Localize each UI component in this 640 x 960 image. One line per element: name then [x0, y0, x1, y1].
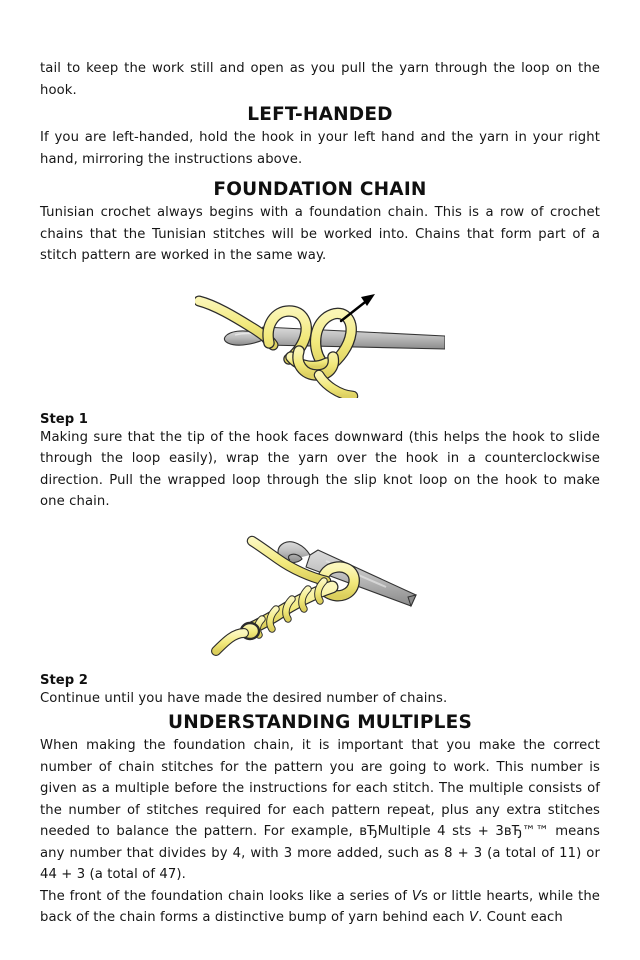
multiples-quoted-text: Multiple 4 sts + 3 [377, 824, 504, 839]
step-2-label: Step 2 [40, 672, 88, 688]
heading-understanding-multiples: UNDERSTANDING MULTIPLES [168, 712, 472, 733]
figure-slip-knot-illustration [195, 283, 445, 398]
italic-v-1: V [411, 888, 422, 904]
italic-v-2: V [468, 910, 479, 925]
step-1-text: Making sure that the tip of the hook faces downward (this helps the hook to slide through the loop easily), wrap the yarn over the hook in a counterclockwise direction. Pull the wrapped loop through the slip knot loop on the hook to make one chain. [40, 429, 600, 509]
yarn-foundation-chain [254, 581, 332, 635]
spacer [40, 398, 600, 412]
chain-text-part1: The front of the foundation chain looks like a series of [40, 888, 412, 904]
mojibake-trademark: ™ [535, 824, 549, 839]
chain-text-part2: s or little hearts, while the back of the chain forms a distinctive bump of yarn behind each [40, 888, 600, 925]
spacer [40, 170, 600, 176]
yarn-tail-lower [319, 375, 353, 396]
figure-slip-knot-on-hook [40, 283, 600, 398]
step-2-text: Continue until you have made the desired number of chains. [40, 690, 448, 706]
paragraph-foundation-chain: Tunisian crochet always begins with a foundation chain. This is a row of crochet chains that the Tunisian stitches will be worked into. Chains that form part of a stitch pattern are worked in the same way. [40, 205, 600, 263]
multiples-text-before-quote: When making the foundation chain, it is important that you make the correct number of chain stitches for the pattern you are going to work. This number is given as a multiple before the instructions for each stitch. The multiple consists of the number of stitches required for each pattern repeat, plus any extra stitches needed to balance the pattern. For example, [40, 738, 600, 839]
multiples-text-after-quote: means any number that divides by 4, with 3 more added, such as 8 + 3 (a total of 11) or 44 + 3 (a total of 47). [40, 824, 600, 882]
paragraph-left-handed: If you are left-handed, hold the hook in your left hand and the yarn in your right hand, mirroring the instructions above. [40, 130, 600, 167]
spacer [40, 513, 600, 529]
yarn-tail-lower-left [216, 633, 244, 651]
spacer [40, 267, 600, 283]
heading-foundation-chain: FOUNDATION CHAIN [213, 179, 427, 200]
chain-text-part3: . Count each [478, 910, 563, 925]
step-1-label: Step 1 [40, 411, 88, 427]
spacer [40, 659, 600, 673]
paragraph-front-of-chain [40, 886, 600, 929]
heading-left-handed: LEFT-HANDED [247, 104, 393, 125]
direction-arrow-icon [341, 294, 375, 321]
mojibake-open-quote: вЂ [359, 824, 378, 839]
figure-foundation-chain-illustration [206, 529, 434, 659]
intro-continued-paragraph: tail to keep the work still and open as you pull the yarn through the loop on the hook. [40, 61, 600, 98]
figure-foundation-chain-on-hook [40, 529, 600, 659]
mojibake-close-quote: вЂ™ [503, 824, 536, 839]
paragraph-understanding-multiples [40, 735, 600, 886]
